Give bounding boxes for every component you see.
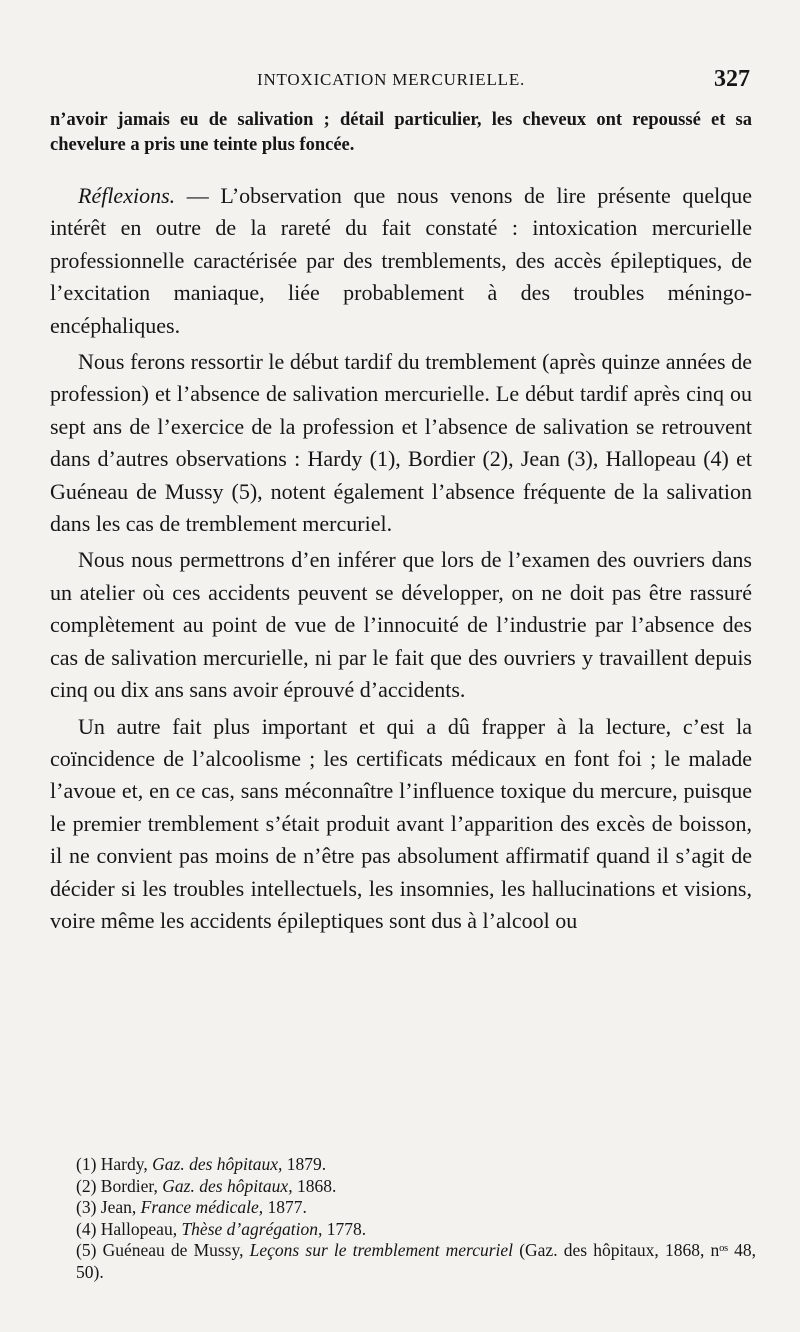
footnote bbox=[50, 1176, 756, 1198]
body-text bbox=[50, 180, 752, 937]
running-head bbox=[0, 66, 800, 96]
footnote-work: Leçons sur le tremblement mercuriel bbox=[249, 1240, 514, 1260]
running-title: INTOXICATION MERCURIELLE. bbox=[257, 70, 526, 89]
footnote-number: (4) bbox=[76, 1218, 97, 1239]
footnote-number: (1) bbox=[76, 1154, 97, 1174]
footnote-work: Gaz. des hôpitaux, bbox=[162, 1175, 293, 1196]
footnote-rest: 1868. bbox=[292, 1175, 337, 1196]
footnote-author: Bordier, bbox=[100, 1175, 158, 1196]
footnote bbox=[50, 1240, 756, 1283]
footnotes bbox=[50, 1154, 756, 1283]
continued-paragraph: n’avoir jamais eu de salivation ; détail particulier, les cheveux ont repoussé et sa chevelure a pris une teinte plus foncée. bbox=[50, 110, 752, 155]
footnote-rest: 1877. bbox=[263, 1197, 307, 1217]
footnote bbox=[50, 1154, 756, 1176]
footnote-rest: 1778. bbox=[322, 1218, 367, 1239]
footnote bbox=[50, 1219, 756, 1241]
footnote bbox=[50, 1197, 756, 1219]
paragraph-reflexions bbox=[50, 180, 752, 342]
paragraph: Nous ferons ressortir le début tardif du tremblement (après quinze années de profession) et l’absence de salivation mercurielle. Le début tardif après cinq ou sept ans de l’exercice de la profession et l’absence de salivation se retrouvent dans d’autres observations : Hardy (1), Bordier (2), Jean (3), Hallopeau (4) et Guéneau de Mussy (5), notent également l’absence fréquente de la salivation dans les cas de tremblement mercuriel. bbox=[50, 349, 752, 537]
footnote-author: Jean, bbox=[100, 1197, 137, 1217]
paragraph: Un autre fait plus important et qui a dû frapper à la lecture, c’est la coïncidence de l’alcoolisme ; les certificats médicaux en font foi ; le malade l’avoue et, en ce cas, sans méconnaître l’influence toxique du mercure, puisque le premier tremblement s’était produit avant l’apparition des excès de boisson, il ne convient pas moins de n’être pas absolument affirmatif quand il s’agit de décider si les troubles intellectuels, les insomnies, les hallucinations et visions, voire même les accidents épileptiques sont dus à l’alcool ou bbox=[50, 713, 752, 933]
footnote-work: Gaz. des hôpitaux, bbox=[152, 1154, 283, 1174]
footnote-author: Hardy, bbox=[100, 1154, 148, 1174]
paragraph: Nous nous permettrons d’en inférer que lors de l’examen des ouvriers dans un atelier où ces accidents peuvent se développer, on ne doit pas être rassuré complètement au point de vue de l’innocuité de l’industrie par l’absence des cas de salivation mercurielle, ni par le fait que des ouvriers y travaillent depuis cinq ou dix ans sans avoir éprouvé d’accidents. bbox=[50, 547, 752, 703]
paragraph-lead: Réflexions. bbox=[78, 183, 176, 208]
footnote-number: (5) bbox=[76, 1240, 97, 1260]
footnote-number: (2) bbox=[76, 1175, 97, 1196]
footnote-rest: 1879. bbox=[282, 1154, 327, 1174]
footnote-work: France médicale, bbox=[140, 1197, 264, 1217]
page-number: 327 bbox=[714, 66, 750, 92]
footnote-author: Guéneau de Mussy, bbox=[102, 1240, 244, 1260]
footnote-rest: (Gaz. des hôpitaux, 1868, nᵒˢ 48, 50). bbox=[76, 1240, 757, 1282]
footnote-work: Thèse d’agrégation, bbox=[181, 1218, 323, 1239]
footnote-author: Hallopeau, bbox=[100, 1218, 178, 1239]
paragraph-text: — L’observation que nous venons de lire présente quelque intérêt en outre de la rareté du fait constaté : intoxication mercurielle professionnelle caractérisée par des tremblements, des accès épileptiques, de l’excitation maniaque, liée probablement à des troubles méningo-encéphaliques. bbox=[50, 183, 752, 338]
footnote-number: (3) bbox=[76, 1197, 97, 1217]
